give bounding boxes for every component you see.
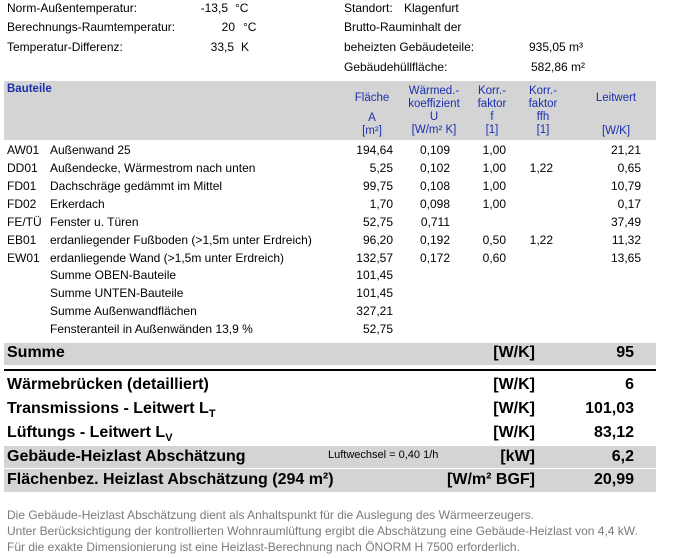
row-flaeche: 132,57 [356, 251, 393, 265]
summary-divider [4, 369, 656, 371]
row-code: EB01 [7, 233, 37, 247]
sum-value: 101,45 [356, 268, 393, 282]
norm-temp-unit: °C [235, 1, 249, 15]
huelle-value: 582,86 m² [531, 60, 586, 74]
row-u-wert: 0,108 [419, 179, 450, 193]
summary-label-text: Lüftungs - Leitwert L [7, 424, 166, 441]
sum-value: 327,21 [356, 304, 393, 318]
row-korr-ffh: 1,22 [529, 161, 553, 175]
row-name: erdanliegende Wand (>1,5m unter Erdreich) [50, 251, 285, 265]
row-u-wert: 0,711 [420, 215, 450, 229]
summary-label [7, 448, 246, 466]
summary-label-text: Summe [7, 344, 65, 361]
raum-temp-unit: °C [243, 20, 257, 34]
row-code: EW01 [7, 251, 40, 265]
row-flaeche: 99,75 [362, 179, 393, 193]
row-code: FE/TÜ [7, 215, 42, 229]
row-flaeche: 5,25 [369, 161, 393, 175]
row-name: Erkerdach [50, 197, 105, 211]
temp-diff-value: 33,5 [210, 40, 234, 54]
row-leitwert: 0,17 [617, 197, 641, 211]
norm-temp-label: Norm-Außentemperatur: [7, 1, 138, 15]
summary-value: 101,03 [585, 400, 634, 417]
temp-diff-unit: K [241, 40, 250, 54]
row-korr-f: 1,00 [482, 197, 506, 211]
standort-label: Standort: [344, 1, 393, 15]
summary-label-subscript: T [208, 408, 216, 421]
row-korr-f: 1,00 [482, 161, 506, 175]
header-leitwert: Leitwert [W/K] [595, 92, 637, 137]
row-flaeche: 96,20 [362, 233, 393, 247]
footer-line-2: Unter Berücksichtigung der kontrollierten Wohnraumlüftung ergibt die Abschätzung eine Gebäude-Heizlast von 4,4 kW. [7, 524, 638, 538]
summary-label-text: Wärmebrücken (detailliert) [7, 376, 209, 393]
row-code: FD02 [7, 197, 37, 211]
row-code: FD01 [7, 179, 37, 193]
summary-label [7, 424, 173, 444]
standort-value: Klagenfurt [404, 1, 459, 15]
row-leitwert: 13,65 [610, 251, 641, 265]
sum-label: Summe UNTEN-Bauteile [50, 286, 184, 300]
header-waermed: Wärmed.- koeffizient U [W/m² K] [408, 85, 460, 136]
summary-value: 83,12 [593, 424, 634, 441]
footer-line-3: Für die exakte Dimensionierung ist eine Heizlast-Berechnung nach ÖNORM H 7500 erforderlich. [7, 540, 520, 554]
header-bauteile: Bauteile [7, 83, 52, 95]
summary-label-text: Transmissions - Leitwert L [7, 400, 209, 417]
row-flaeche: 52,75 [362, 215, 393, 229]
summary-value: 6,2 [611, 448, 634, 465]
row-name: Außenwand 25 [50, 143, 131, 157]
row-korr-f: 0,50 [482, 233, 506, 247]
header-flaeche: Fläche A [m²] [354, 92, 390, 137]
norm-temp-value: -13,5 [200, 1, 228, 15]
luftwechsel-note: Luftwechsel = 0,40 1/h [328, 449, 439, 461]
row-korr-ffh: 1,22 [529, 233, 553, 247]
row-leitwert: 10,79 [610, 179, 641, 193]
summary-value: 6 [625, 376, 634, 393]
summary-label-text: Gebäude-Heizlast Abschätzung [7, 448, 246, 465]
row-name: Dachschräge gedämmt im Mittel [50, 179, 223, 193]
row-code: AW01 [7, 143, 40, 157]
huelle-label: Gebäudehüllfläche: [344, 60, 448, 74]
brutto-value: 935,05 m³ [529, 40, 584, 54]
row-leitwert: 11,32 [611, 233, 641, 247]
summary-value: 95 [616, 344, 634, 361]
summary-unit: [W/K] [493, 376, 535, 393]
temp-diff-label: Temperatur-Differenz: [7, 40, 123, 54]
sum-value: 101,45 [356, 286, 393, 300]
sum-label: Summe Außenwandflächen [50, 304, 197, 318]
row-korr-f: 0,60 [482, 251, 506, 265]
header-korr-ffh: Korr.- faktor ffh [1] [528, 85, 558, 136]
summary-unit: [W/m² BGF] [447, 471, 535, 488]
row-flaeche: 1,70 [369, 197, 393, 211]
summary-label [7, 471, 334, 489]
row-code: DD01 [7, 161, 38, 175]
row-u-wert: 0,102 [419, 161, 450, 175]
row-name: Außendecke, Wärmestrom nach unten [50, 161, 256, 175]
summary-label-subscript: V [165, 432, 173, 445]
sum-label: Summe OBEN-Bauteile [50, 268, 177, 282]
row-leitwert: 0,65 [617, 161, 641, 175]
summary-label [7, 344, 65, 362]
row-korr-f: 1,00 [482, 179, 506, 193]
summary-unit: [W/K] [493, 424, 535, 441]
sum-label: Fensteranteil in Außenwänden 13,9 % [50, 322, 253, 336]
summary-unit: [kW] [500, 448, 535, 465]
raum-temp-value: 20 [221, 20, 235, 34]
brutto-label-line1: Brutto-Rauminhalt der [344, 20, 462, 34]
header-korr-f: Korr.- faktor f [1] [477, 85, 507, 136]
row-name: Fenster u. Türen [50, 215, 139, 229]
summe-band [4, 343, 656, 365]
row-u-wert: 0,172 [419, 251, 450, 265]
row-korr-f: 1,00 [482, 143, 506, 157]
row-u-wert: 0,109 [419, 143, 450, 157]
row-u-wert: 0,192 [419, 233, 450, 247]
sum-value: 52,75 [362, 322, 393, 336]
summary-value: 20,99 [593, 471, 634, 488]
summary-unit: [W/K] [493, 400, 535, 417]
summary-label-text: Flächenbez. Heizlast Abschätzung (294 m²) [7, 471, 334, 488]
brutto-label-line2: beheizten Gebäudeteile: [344, 40, 475, 54]
summary-unit: [W/K] [493, 344, 535, 361]
summary-label [7, 376, 209, 394]
row-leitwert: 37,49 [610, 215, 641, 229]
summary-label [7, 400, 216, 420]
row-name: erdanliegender Fußboden (>1,5m unter Erdreich) [50, 233, 312, 247]
row-u-wert: 0,098 [419, 197, 450, 211]
footer-line-1: Die Gebäude-Heizlast Abschätzung dient als Anhaltspunkt für die Auslegung des Wärmeerzeugers. [7, 508, 534, 522]
raum-temp-label: Berechnungs-Raumtemperatur: [7, 20, 176, 34]
row-leitwert: 21,21 [610, 143, 641, 157]
row-flaeche: 194,64 [356, 143, 393, 157]
